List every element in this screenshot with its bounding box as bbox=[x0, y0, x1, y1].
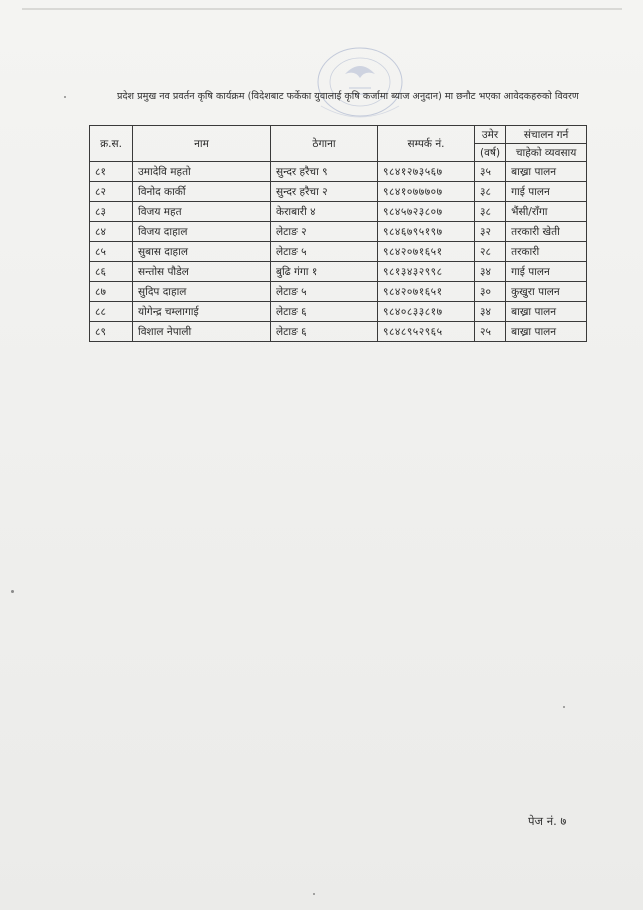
cell-business: तरकारी bbox=[506, 242, 587, 262]
cell-age: ३४ bbox=[475, 262, 506, 282]
cell-business: बाख्रा पालन bbox=[506, 322, 587, 342]
cell-age: ३४ bbox=[475, 302, 506, 322]
cell-name: योगेन्द्र चम्लागाई bbox=[133, 302, 271, 322]
cell-name: सन्तोस पौडेल bbox=[133, 262, 271, 282]
cell-serial: ८३ bbox=[90, 202, 133, 222]
header-phone: सम्पर्क नं. bbox=[378, 126, 475, 162]
table-row bbox=[90, 282, 587, 302]
scan-speck bbox=[563, 706, 565, 708]
document-heading: प्रदेश प्रमुख नव प्रवर्तन कृषि कार्यक्रम (विदेशबाट फर्केका युवालाई कृषि कर्जामा ब्याज अनुदान) मा छनौट भएका आवेदकहरुको विवरण bbox=[117, 91, 579, 102]
cell-phone: ९८४०८३३८१७ bbox=[378, 302, 475, 322]
cell-phone: ९८४२०७१६५१ bbox=[378, 242, 475, 262]
cell-address: लेटाङ ५ bbox=[271, 242, 378, 262]
table-row bbox=[90, 222, 587, 242]
table-row bbox=[90, 162, 587, 182]
table-row bbox=[90, 262, 587, 282]
header-business-line2: चाहेको व्यवसाय bbox=[506, 144, 587, 162]
cell-name: विनोद कार्की bbox=[133, 182, 271, 202]
table-header-row bbox=[90, 126, 587, 144]
cell-business: गाई पालन bbox=[506, 182, 587, 202]
cell-phone: ९८४१०७७७०७ bbox=[378, 182, 475, 202]
scan-speck bbox=[64, 96, 66, 98]
cell-serial: ८२ bbox=[90, 182, 133, 202]
cell-serial: ८७ bbox=[90, 282, 133, 302]
table-row bbox=[90, 302, 587, 322]
cell-business: भैंसी/राँगा bbox=[506, 202, 587, 222]
cell-age: ३५ bbox=[475, 162, 506, 182]
cell-phone: ९८१३४३२९९८ bbox=[378, 262, 475, 282]
table-row bbox=[90, 322, 587, 342]
header-serial: क्र.स. bbox=[90, 126, 133, 162]
cell-phone: ९८४८९५२९६५ bbox=[378, 322, 475, 342]
cell-address: सुन्दर हरैचा ९ bbox=[271, 162, 378, 182]
cell-name: सुदिप दाहाल bbox=[133, 282, 271, 302]
cell-name: विजय महत bbox=[133, 202, 271, 222]
cell-business: बाख्रा पालन bbox=[506, 302, 587, 322]
scan-speck bbox=[313, 893, 315, 895]
cell-address: बुढि गंगा १ bbox=[271, 262, 378, 282]
table-row bbox=[90, 202, 587, 222]
cell-business: तरकारी खेती bbox=[506, 222, 587, 242]
office-seal-stamp bbox=[305, 44, 415, 129]
cell-serial: ८५ bbox=[90, 242, 133, 262]
header-age-line1: उमेर bbox=[475, 126, 506, 144]
header-business-line1: संचालन गर्न bbox=[506, 126, 587, 144]
cell-serial: ८८ bbox=[90, 302, 133, 322]
cell-age: ३२ bbox=[475, 222, 506, 242]
cell-name: विशाल नेपाली bbox=[133, 322, 271, 342]
cell-age: ३८ bbox=[475, 202, 506, 222]
cell-business: कुखुरा पालन bbox=[506, 282, 587, 302]
cell-name: उमादेवि महतो bbox=[133, 162, 271, 182]
cell-address: सुन्दर हरैचा २ bbox=[271, 182, 378, 202]
cell-phone: ९८४५७२३८०७ bbox=[378, 202, 475, 222]
cell-name: सुबास दाहाल bbox=[133, 242, 271, 262]
cell-address: लेटाङ ६ bbox=[271, 302, 378, 322]
cell-address: लेटाङ ५ bbox=[271, 282, 378, 302]
cell-age: ३८ bbox=[475, 182, 506, 202]
cell-phone: ९८४६७९५१९७ bbox=[378, 222, 475, 242]
cell-serial: ८१ bbox=[90, 162, 133, 182]
cell-address: लेटाङ २ bbox=[271, 222, 378, 242]
cell-business: बाख्रा पालन bbox=[506, 162, 587, 182]
header-address: ठेगाना bbox=[271, 126, 378, 162]
header-name: नाम bbox=[133, 126, 271, 162]
cell-serial: ८६ bbox=[90, 262, 133, 282]
scan-speck bbox=[11, 590, 14, 593]
cell-age: २५ bbox=[475, 322, 506, 342]
cell-name: विजय दाहाल bbox=[133, 222, 271, 242]
cell-age: २८ bbox=[475, 242, 506, 262]
cell-business: गाई पालन bbox=[506, 262, 587, 282]
header-age-line2: (वर्ष) bbox=[475, 144, 506, 162]
cell-serial: ८४ bbox=[90, 222, 133, 242]
table-row bbox=[90, 182, 587, 202]
cell-address: लेटाङ ६ bbox=[271, 322, 378, 342]
applicants-table bbox=[89, 125, 587, 342]
cell-serial: ८९ bbox=[90, 322, 133, 342]
page-top-edge bbox=[22, 8, 622, 10]
page-number: पेज नं. ७ bbox=[528, 814, 567, 828]
cell-phone: ९८४२०७१६५१ bbox=[378, 282, 475, 302]
cell-phone: ९८४१२७३५६७ bbox=[378, 162, 475, 182]
cell-age: ३० bbox=[475, 282, 506, 302]
cell-address: केराबारी ४ bbox=[271, 202, 378, 222]
table-row bbox=[90, 242, 587, 262]
